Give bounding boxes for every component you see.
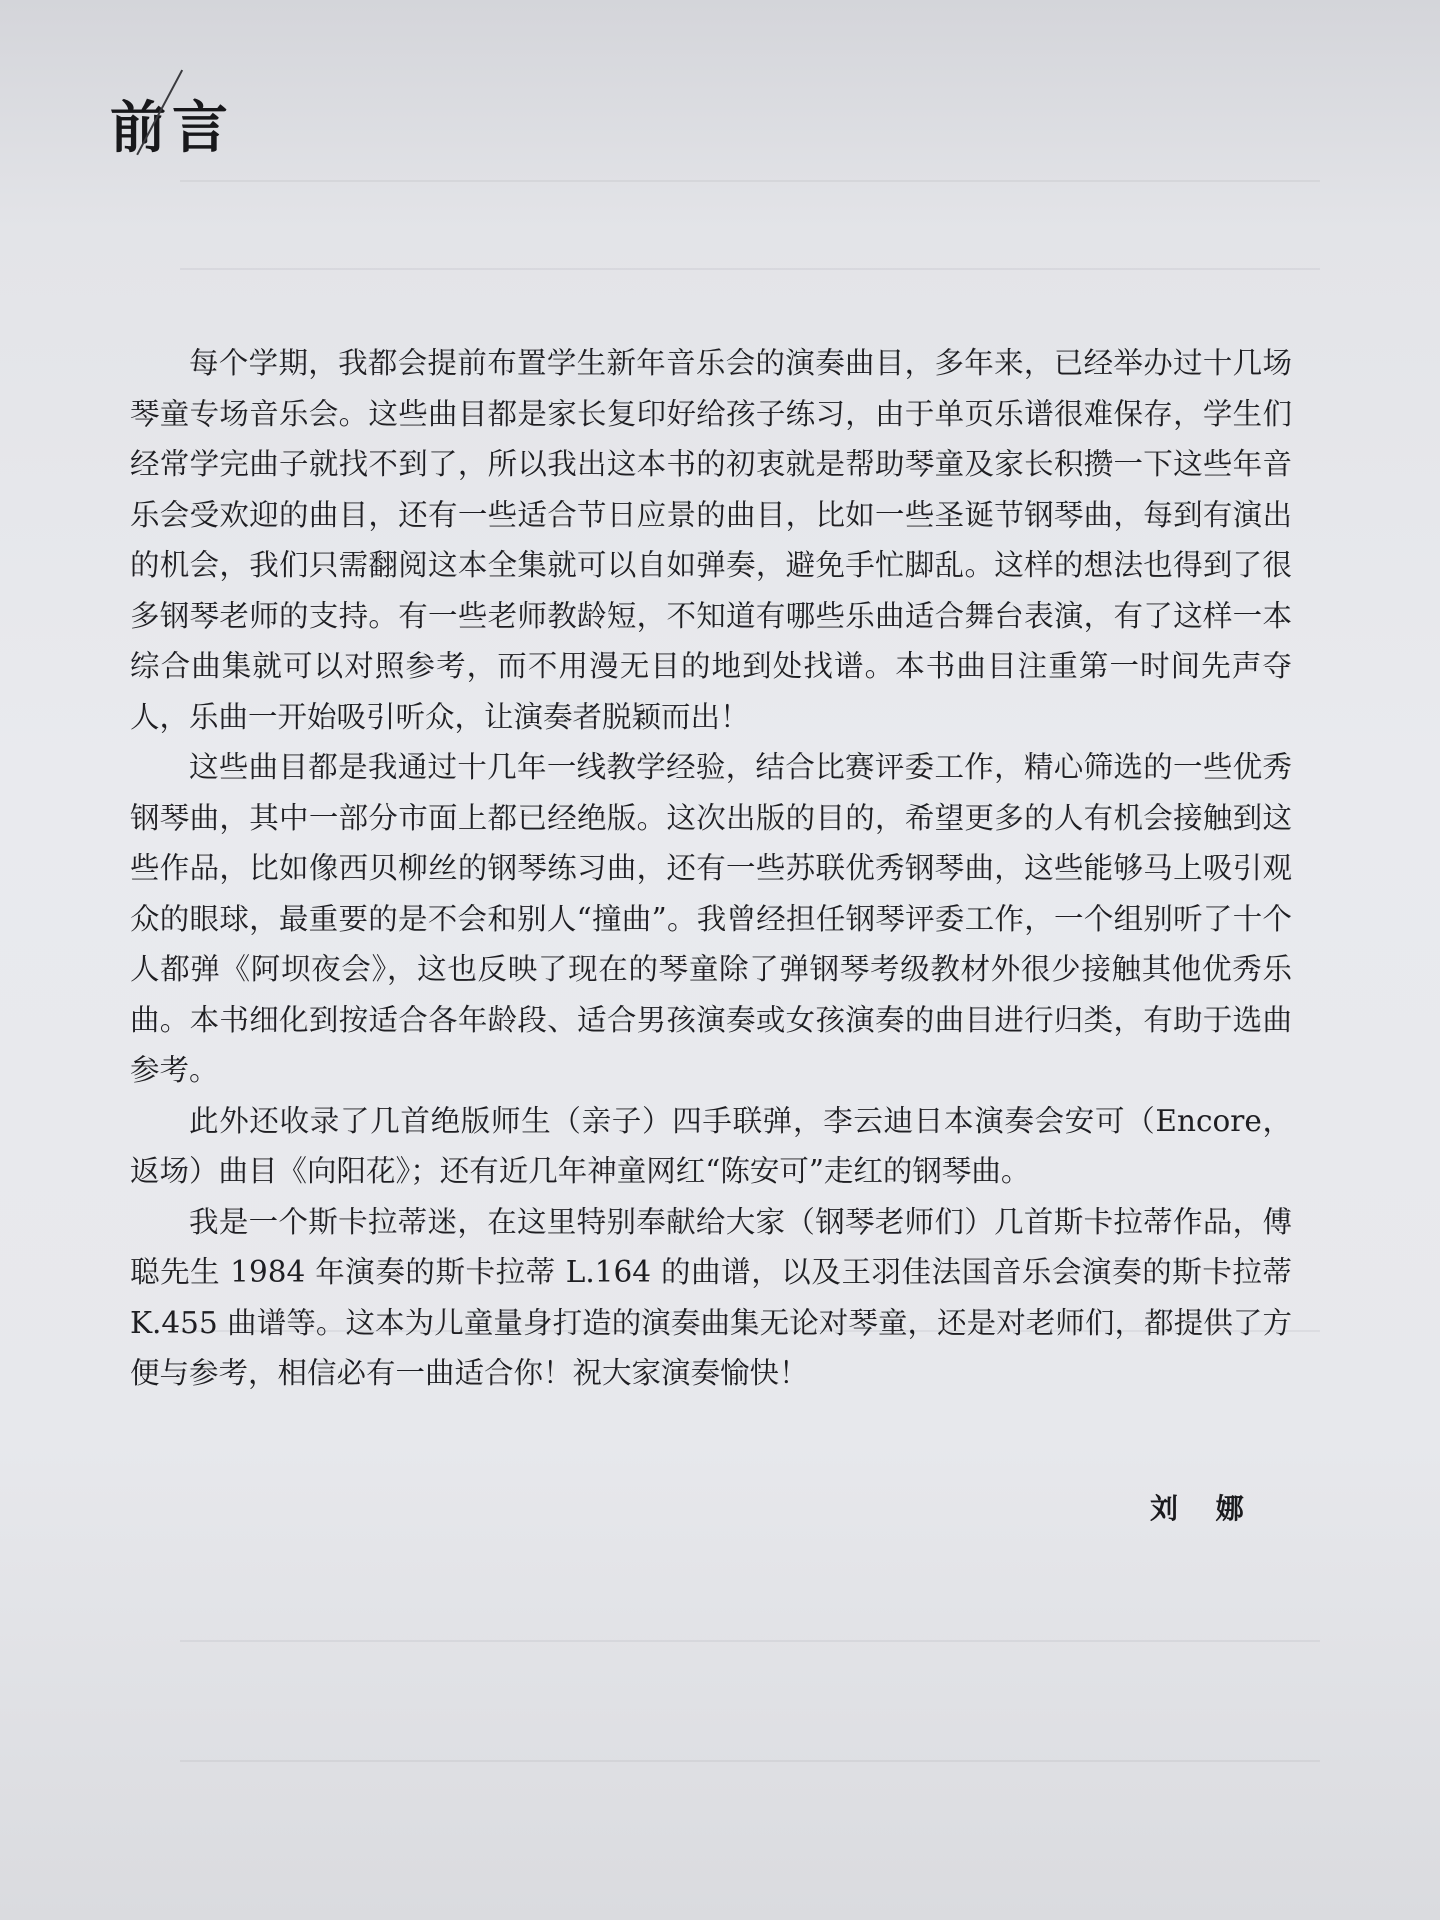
paragraph: 每个学期，我都会提前布置学生新年音乐会的演奏曲目，多年来，已经举办过十几场琴童专场音乐会。这些曲目都是家长复印好给孩子练习，由于单页乐谱很难保存，学生们经常学完曲子就找不到了，所以我出这本书的初衷就是帮助琴童及家长积攒一下这些年音乐会受欢迎的曲目，还有一些适合节日应景的曲目，比如一些圣诞节钢琴曲，每到有演出的机会，我们只需翻阅这本全集就可以自如弹奏，避免手忙脚乱。这样的想法也得到了很多钢琴老师的支持。有一些老师教龄短，不知道有哪些乐曲适合舞台表演，有了这样一本综合曲集就可以对照参考，而不用漫无目的地到处找谱。本书曲目注重第一时间先声夺人，乐曲一开始吸引听众，让演奏者脱颖而出！ (130, 346, 1292, 734)
show-through-line (180, 1760, 1320, 1762)
show-through-line (180, 1640, 1320, 1642)
page-title: 前言 (110, 96, 234, 161)
show-through-line (180, 268, 1320, 270)
paragraph: 此外还收录了几首绝版师生（亲子）四手联弹，李云迪日本演奏会安可（Encore，返场）曲目《向阳花》；还有近几年神童网红“陈安可”走红的钢琴曲。 (130, 1103, 1292, 1188)
author-signature: 刘 娜 (1150, 1492, 1258, 1525)
paragraph: 这些曲目都是我通过十几年一线教学经验，结合比赛评委工作，精心筛选的一些优秀钢琴曲，其中一部分市面上都已经绝版。这次出版的目的，希望更多的人有机会接触到这些作品，比如像西贝柳丝的钢琴练习曲，还有一些苏联优秀钢琴曲，这些能够马上吸引观众的眼球，最重要的是不会和别人“撞曲”。我曾经担任钢琴评委工作，一个组别听了十个人都弹《阿坝夜会》，这也反映了现在的琴童除了弹钢琴考级教材外很少接触其他优秀乐曲。本书细化到按适合各年龄段、适合男孩演奏或女孩演奏的曲目进行归类，有助于选曲参考。 (130, 750, 1292, 1087)
show-through-line (180, 180, 1320, 182)
paragraph: 我是一个斯卡拉蒂迷，在这里特别奉献给大家（钢琴老师们）几首斯卡拉蒂作品，傅聪先生 1984 年演奏的斯卡拉蒂 L.164 的曲谱，以及王羽佳法国音乐会演奏的斯卡拉蒂 K.455 曲谱等。这本为儿童量身打造的演奏曲集无论对琴童，还是对老师们，都提供了方便与参考，相信必有一曲适合你！祝大家演奏愉快！ (130, 1204, 1292, 1390)
preface-body (130, 338, 1292, 1399)
